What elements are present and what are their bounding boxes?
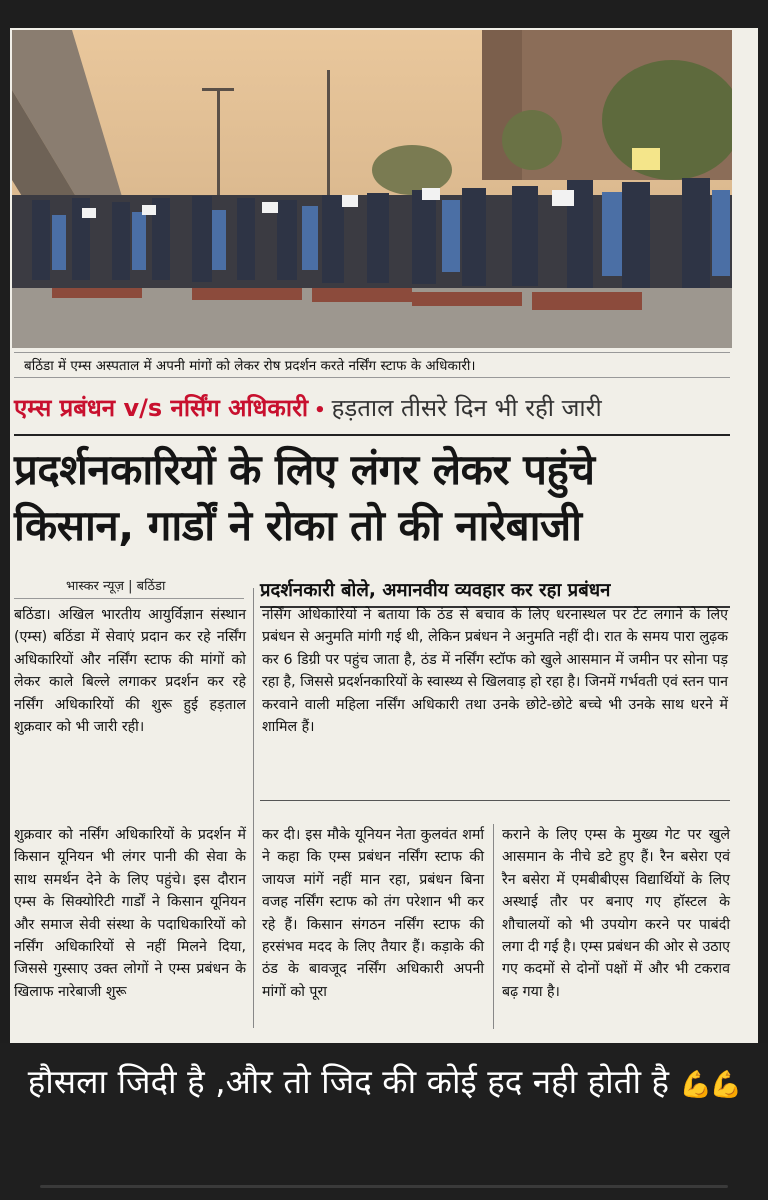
box-divider (260, 800, 730, 801)
byline-divider (14, 598, 244, 599)
newspaper-clipping (10, 28, 758, 1043)
kicker-line (14, 388, 730, 428)
kicker-subtopic: हड़ताल तीसरे दिन भी रही जारी (331, 394, 602, 422)
kicker-topic: एम्स प्रबंधन v/s नर्सिंग अधिकारी (14, 394, 309, 422)
kicker-divider (14, 434, 730, 436)
photo-caption: बठिंडा में एम्स अस्पताल में अपनी मांगों को लेकर रोष प्रदर्शन करते नर्सिंग स्टाफ के अधिकारी। (14, 352, 730, 378)
column-divider (493, 824, 494, 1029)
overlay-caption (20, 1057, 748, 1110)
gesture-bar[interactable] (40, 1185, 728, 1188)
column-1-text: शुक्रवार को नर्सिंग अधिकारियों के प्रदर्शन में किसान यूनियन भी लंगर पानी की सेवा के साथ समर्थन देने के लिए पहुंचे। इस दौरान एम्स के सिक्योरिटी गार्डों ने किसान यूनियन और समाज सेवी संस्था के पदाधिकारियों को नर्सिंग अधिकारियों से नहीं मिलने दिया, जिससे गुस्साए उक्त लोगों ने एम्स प्रबंधन के खिलाफ नारेबाजी शुरू (14, 827, 246, 1000)
protest-photo (12, 30, 732, 348)
column-3-text: कराने के लिए एम्स के मुख्य गेट पर खुले आसमान के नीचे डटे हुए हैं। रैन बसेरा एवं रैन बसेरा में एमबीबीएस विद्यार्थियों के लिए अस्थाई तौर पर बनाए गए हॉस्टल के शौचालयों को भी उपयोग करने पर पाबंदी लगा दी गई है। एम्स प्रबंधन की ओर से उठाए गए कदमों से दोनों पक्षों में और भी टकराव बढ़ गया है। (502, 827, 730, 1000)
headline-line-2: किसान, गार्डों ने रोका तो की नारेबाजी (14, 501, 582, 550)
box-paragraph: नर्सिंग अधिकारियों ने बताया कि ठंड से बचाव के लिए धरनास्थल पर टेंट लगाने के लिए प्रबंधन से अनुमति मांगी गई थी, लेकिन प्रबंधन ने अनुमति नहीं दी। रात के समय पारा लुढ़क कर 6 डिग्री पर पहुंच जाता है, ठंड में नर्सिंग स्टॉफ को खुले आसमान में जमीन पर सोना पड़ रहा है, जिससे प्रदर्शनकारियों के स्वास्थ्य से खिलवाड़ हो रहा है। जिनमें गर्भवती एवं स्तन पान करवाने वाली महिला नर्सिंग अधिकारी तथा उनके छोटे-छोटे बच्चे भी उनके साथ धरने में शामिल हैं। (262, 607, 728, 736)
flexed-biceps-icon: 💪💪 (679, 1070, 741, 1100)
headline-line-1: प्रदर्शनकारियों के लिए लंगर लेकर पहुंचे (14, 445, 595, 494)
column-2-text: कर दी। इस मौके यूनियन नेता कुलवंत शर्मा ने कहा कि एम्स प्रबंधन नर्सिंग स्टाफ की जायज मांगें नहीं मान रहा, प्रबंधन बिना वजह नर्सिंग स्टाफ को तंग परेशान भी कर रहे हैं। किसान संगठन नर्सिंग स्टाफ की हरसंभव मदद के लिए तैयार हैं। कड़ाके की ठंड के बावजूद नर्सिंग अधिकारी अपनी मांगों को पूरा (262, 827, 484, 1000)
byline: भास्कर न्यूज़ | बठिंडा (66, 579, 166, 594)
caption-overlay (0, 1043, 768, 1200)
overlay-caption-text: हौसला जिदी है ,और तो जिद की कोई हद नही होती है (27, 1062, 670, 1101)
intro-paragraph: बठिंडा। अखिल भारतीय आयुर्विज्ञान संस्थान (एम्स) बठिंडा में सेवाएं प्रदान कर रहे नर्सिंग अधिकारियों और नर्सिंग स्टाफ की मांगों को लेकर काले बिल्ले लगाकर प्रदर्शन कर रहे नर्सिंग अधिकारियों की शुरू हुई हड़ताल शुक्रवार को भी जारी रही। (14, 607, 246, 736)
kicker-bullet: • (314, 400, 326, 421)
box-subheading: प्रदर्शनकारी बोले, अमानवीय व्यवहार कर रहा प्रबंधन (260, 576, 730, 608)
status-bar (0, 0, 768, 24)
headline (14, 442, 730, 554)
column-divider (253, 588, 254, 1028)
